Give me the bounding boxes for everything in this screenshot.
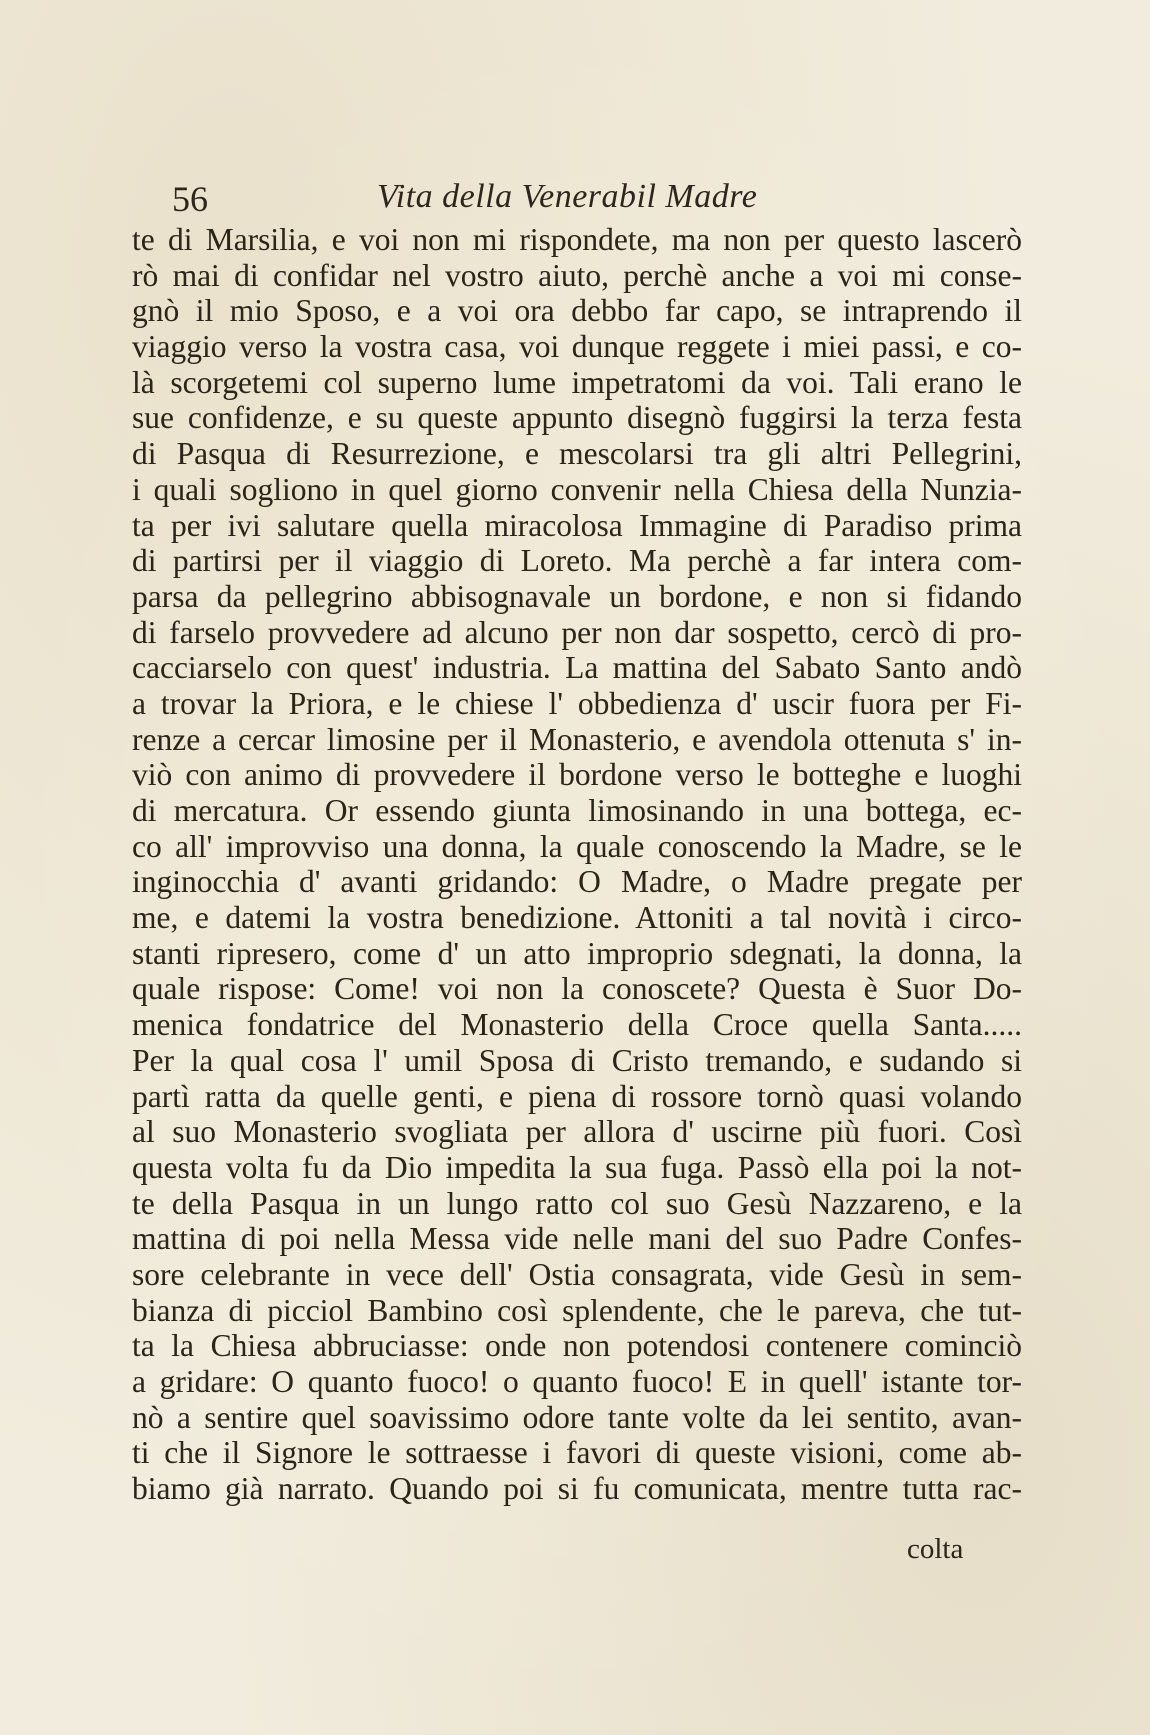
text-line: di mercatura. Or essendo giunta limosinando in una bottega, ec- [132,793,1022,828]
catchword: colta [907,1533,964,1565]
text-line: partì ratta da quelle genti, e piena di rossore tornò quasi volando [132,1078,1022,1114]
text-line: a trovar la Priora, e le chiese l' obbedienza d' uscir fuora per Fi- [132,685,1022,721]
text-line: te di Marsilia, e voi non mi rispondete, ma non per questo lascerò [132,222,1022,257]
text-line: sue confidenze, e su queste appunto disegnò fuggirsi la terza festa [132,400,1022,436]
text-line: bianza di picciol Bambino così splendente, che le pareva, che tut- [132,1292,1022,1328]
text-line: ti che il Signore le sottraesse i favori di queste visioni, come ab- [132,1435,1022,1471]
text-line: cacciarselo con quest' industria. La mattina del Sabato Santo andò [132,650,1022,686]
text-line: nò a sentire quel soavissimo odore tante volte da lei sentito, avan- [132,1399,1022,1435]
page-number: 56 [172,179,208,219]
text-line: biamo già narrato. Quando poi si fu comunicata, mentre tutta rac- [132,1471,1022,1507]
text-line: al suo Monasterio svogliata per allora d' uscirne più fuori. Così [132,1114,1022,1150]
text-line: viaggio verso la vostra casa, voi dunque reggete i miei passi, e co- [132,329,1022,365]
text-line: là scorgetemi col superno lume impetratomi da voi. Tali erano le [132,364,1022,400]
text-line: gnò il mio Sposo, e a voi ora debbo far capo, se intraprendo il [132,293,1022,329]
text-line: sore celebrante in vece dell' Ostia consagrata, vide Gesù in sem- [132,1256,1022,1292]
text-line: ta la Chiesa abbruciasse: onde non potendosi contenere cominciò [132,1328,1022,1364]
text-line: Per la qual cosa l' umil Sposa di Cristo tremando, e sudando si [132,1042,1022,1078]
text-line: di partirsi per il viaggio di Loreto. Ma perchè a far intera com- [132,543,1022,579]
text-line: questa volta fu da Dio impedita la sua fuga. Passò ella poi la not- [132,1149,1022,1185]
text-line: me, e datemi la vostra benedizione. Attoniti a tal novità i circo- [132,900,1022,936]
text-line: mattina di poi nella Messa vide nelle mani del suo Padre Confes- [132,1221,1022,1257]
running-title: Vita della Venerabil Madre [377,178,758,215]
text-line: inginocchia d' avanti gridando: O Madre, o Madre pregate per [132,864,1022,900]
text-line: di Pasqua di Resurrezione, e mescolarsi tra gli altri Pellegrini, [132,436,1022,472]
text-line: a gridare: O quanto fuoco! o quanto fuoco! E in quell' istante tor- [132,1364,1022,1399]
text-line: stanti ripresero, come d' un atto improprio sdegnati, la donna, la [132,935,1022,971]
text-line: co all' improvviso una donna, la quale conoscendo la Madre, se le [132,828,1022,864]
text-line: i quali sogliono in quel giorno convenir nella Chiesa della Nunzia- [132,471,1022,507]
body-text [132,222,1022,1507]
running-head [172,178,982,222]
text-line: te della Pasqua in un lungo ratto col suo Gesù Nazzareno, e la [132,1185,1022,1221]
text-line: parsa da pellegrino abbisognavale un bordone, e non si fidando [132,578,1022,614]
text-line: ta per ivi salutare quella miracolosa Immagine di Paradiso prima [132,507,1022,543]
text-line: quale rispose: Come! voi non la conoscete? Questa è Suor Do- [132,971,1022,1007]
text-line: menica fondatrice del Monasterio della Croce quella Santa..... [132,1007,1022,1043]
text-line: rò mai di confidar nel vostro aiuto, perchè anche a voi mi conse- [132,257,1022,293]
text-line: renze a cercar limosine per il Monasterio, e avendola ottenuta s' in- [132,721,1022,757]
text-line: viò con animo di provvedere il bordone verso le botteghe e luoghi [132,757,1022,793]
text-line: di farselo provvedere ad alcuno per non dar sospetto, cercò di pro- [132,614,1022,650]
